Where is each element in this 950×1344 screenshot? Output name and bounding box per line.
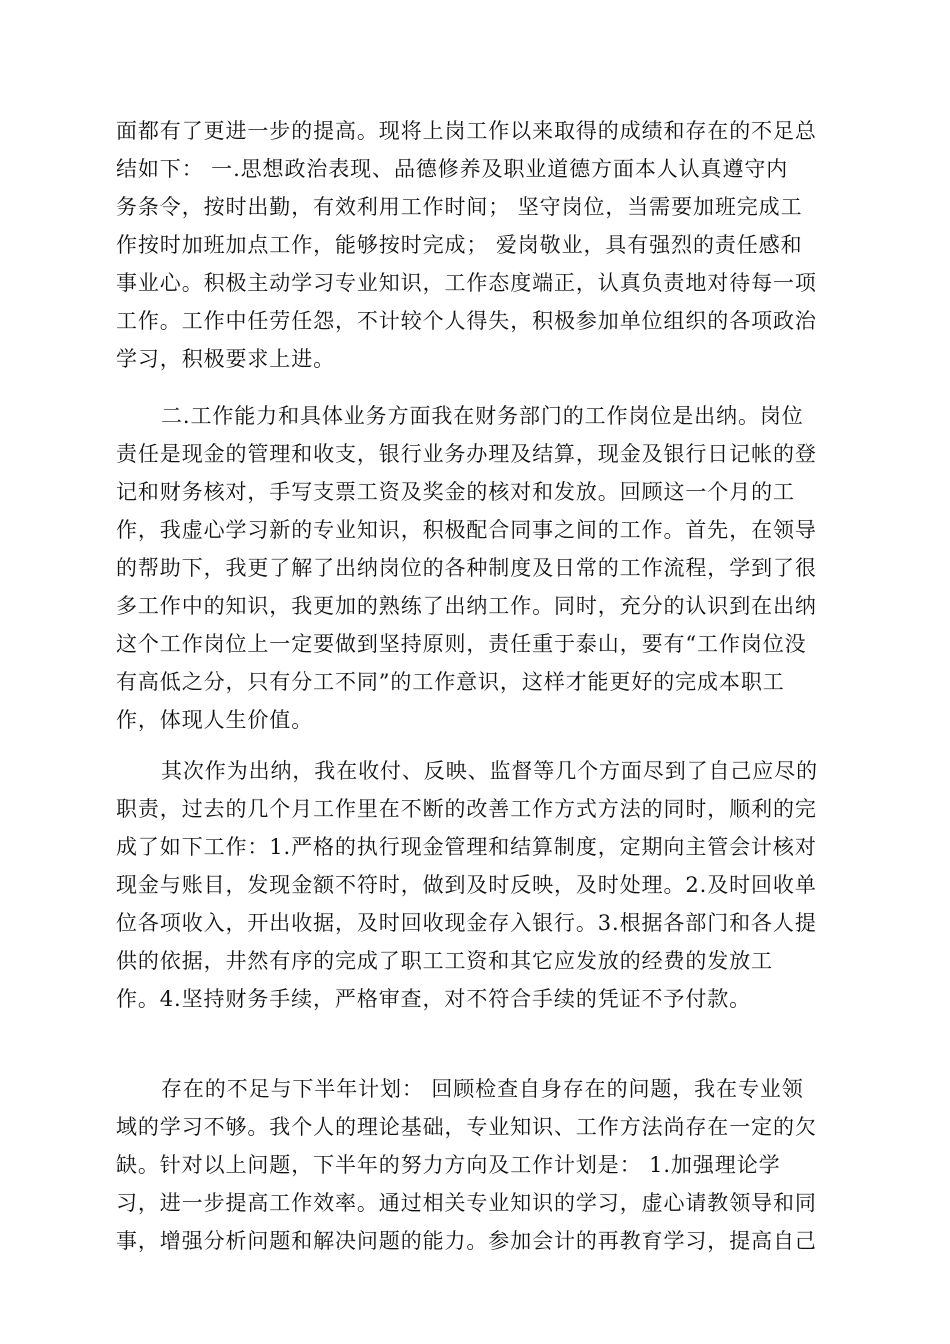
text-line: 域的学习不够。我个人的理论基础，专业知识、工作方法尚存在一定的欠 (116, 1115, 817, 1139)
text-line: 学习，积极要求上进。 (116, 347, 335, 371)
text-line: 作。4.坚持财务手续，严格审查，对不符合手续的凭证不予付款。 (116, 987, 752, 1011)
text-line: 作，体现人生价值。 (116, 708, 314, 732)
text-line: 事业心。积极主动学习专业知识，工作态度端正，认真负责地对待每一项 (116, 271, 817, 295)
text-line: 职责，过去的几个月工作里在不断的改善工作方式方法的同时，顺利的完 (116, 797, 817, 821)
text-line: 作，我虚心学习新的专业知识，积极配合同事之间的工作。首先，在领导 (116, 518, 817, 542)
text-line: 面都有了更进一步的提高。现将上岗工作以来取得的成绩和存在的不足总 (116, 119, 817, 143)
text-line: 责任是现金的管理和收支，银行业务办理及结算，现金及银行日记帐的登 (116, 442, 817, 466)
text-line: 务条令，按时出勤，有效利用工作时间； 坚守岗位，当需要加班完成工 (116, 195, 803, 219)
text-line: 现金与账目，发现金额不符时，做到及时反映，及时处理。2.及时回收单 (116, 873, 817, 897)
text-line: 成了如下工作：1.严格的执行现金管理和结算制度，定期向主管会计核对 (116, 835, 817, 859)
text-line: 习，进一步提高工作效率。通过相关专业知识的学习，虚心请教领导和同 (116, 1191, 817, 1215)
text-line: 有高低之分，只有分工不同”的工作意识，这样才能更好的完成本职工 (116, 670, 785, 694)
paragraph-cashier-duties (116, 752, 836, 1018)
text-line: 供的依据，井然有序的完成了职工工资和其它应发放的经费的发放工 (116, 949, 773, 973)
text-line: 工作。工作中任劳任怨，不计较个人得失，积极参加单位组织的各项政治 (116, 309, 817, 333)
text-line: 这个工作岗位上一定要做到坚持原则，责任重于泰山，要有“工作岗位没 (116, 632, 807, 656)
paragraph-work-ability (116, 397, 836, 739)
paragraph-shortcomings-plan (116, 1070, 836, 1260)
text-line: 多工作中的知识，我更加的熟练了出纳工作。同时，充分的认识到在出纳 (116, 594, 817, 618)
text-line: 记和财务核对，手写支票工资及奖金的核对和发放。回顾这一个月的工 (116, 480, 795, 504)
text-line: 位各项收入，开出收据，及时回收现金存入银行。3.根据各部门和各人提 (116, 911, 817, 935)
text-line: 结如下： 一.思想政治表现、品德修养及职业道德方面本人认真遵守内 (116, 157, 789, 181)
text-line: 其次作为出纳，我在收付、反映、监督等几个方面尽到了自己应尽的 (161, 759, 818, 783)
text-line: 作按时加班加点工作，能够按时完成； 爱岗敬业，具有强烈的责任感和 (116, 233, 803, 257)
text-line: 二.工作能力和具体业务方面我在财务部门的工作岗位是出纳。岗位 (161, 404, 804, 428)
paragraph-political-performance (116, 112, 836, 378)
text-line: 存在的不足与下半年计划： 回顾检查自身存在的问题，我在专业领 (161, 1077, 804, 1101)
text-line: 缺。针对以上问题，下半年的努力方向及工作计划是： 1.加强理论学 (116, 1153, 781, 1177)
text-line: 事，增强分析问题和解决问题的能力。参加会计的再教育学习，提高自己 (116, 1229, 817, 1253)
text-line: 的帮助下，我更了解了出纳岗位的各种制度及日常的工作流程，学到了很 (116, 556, 817, 580)
